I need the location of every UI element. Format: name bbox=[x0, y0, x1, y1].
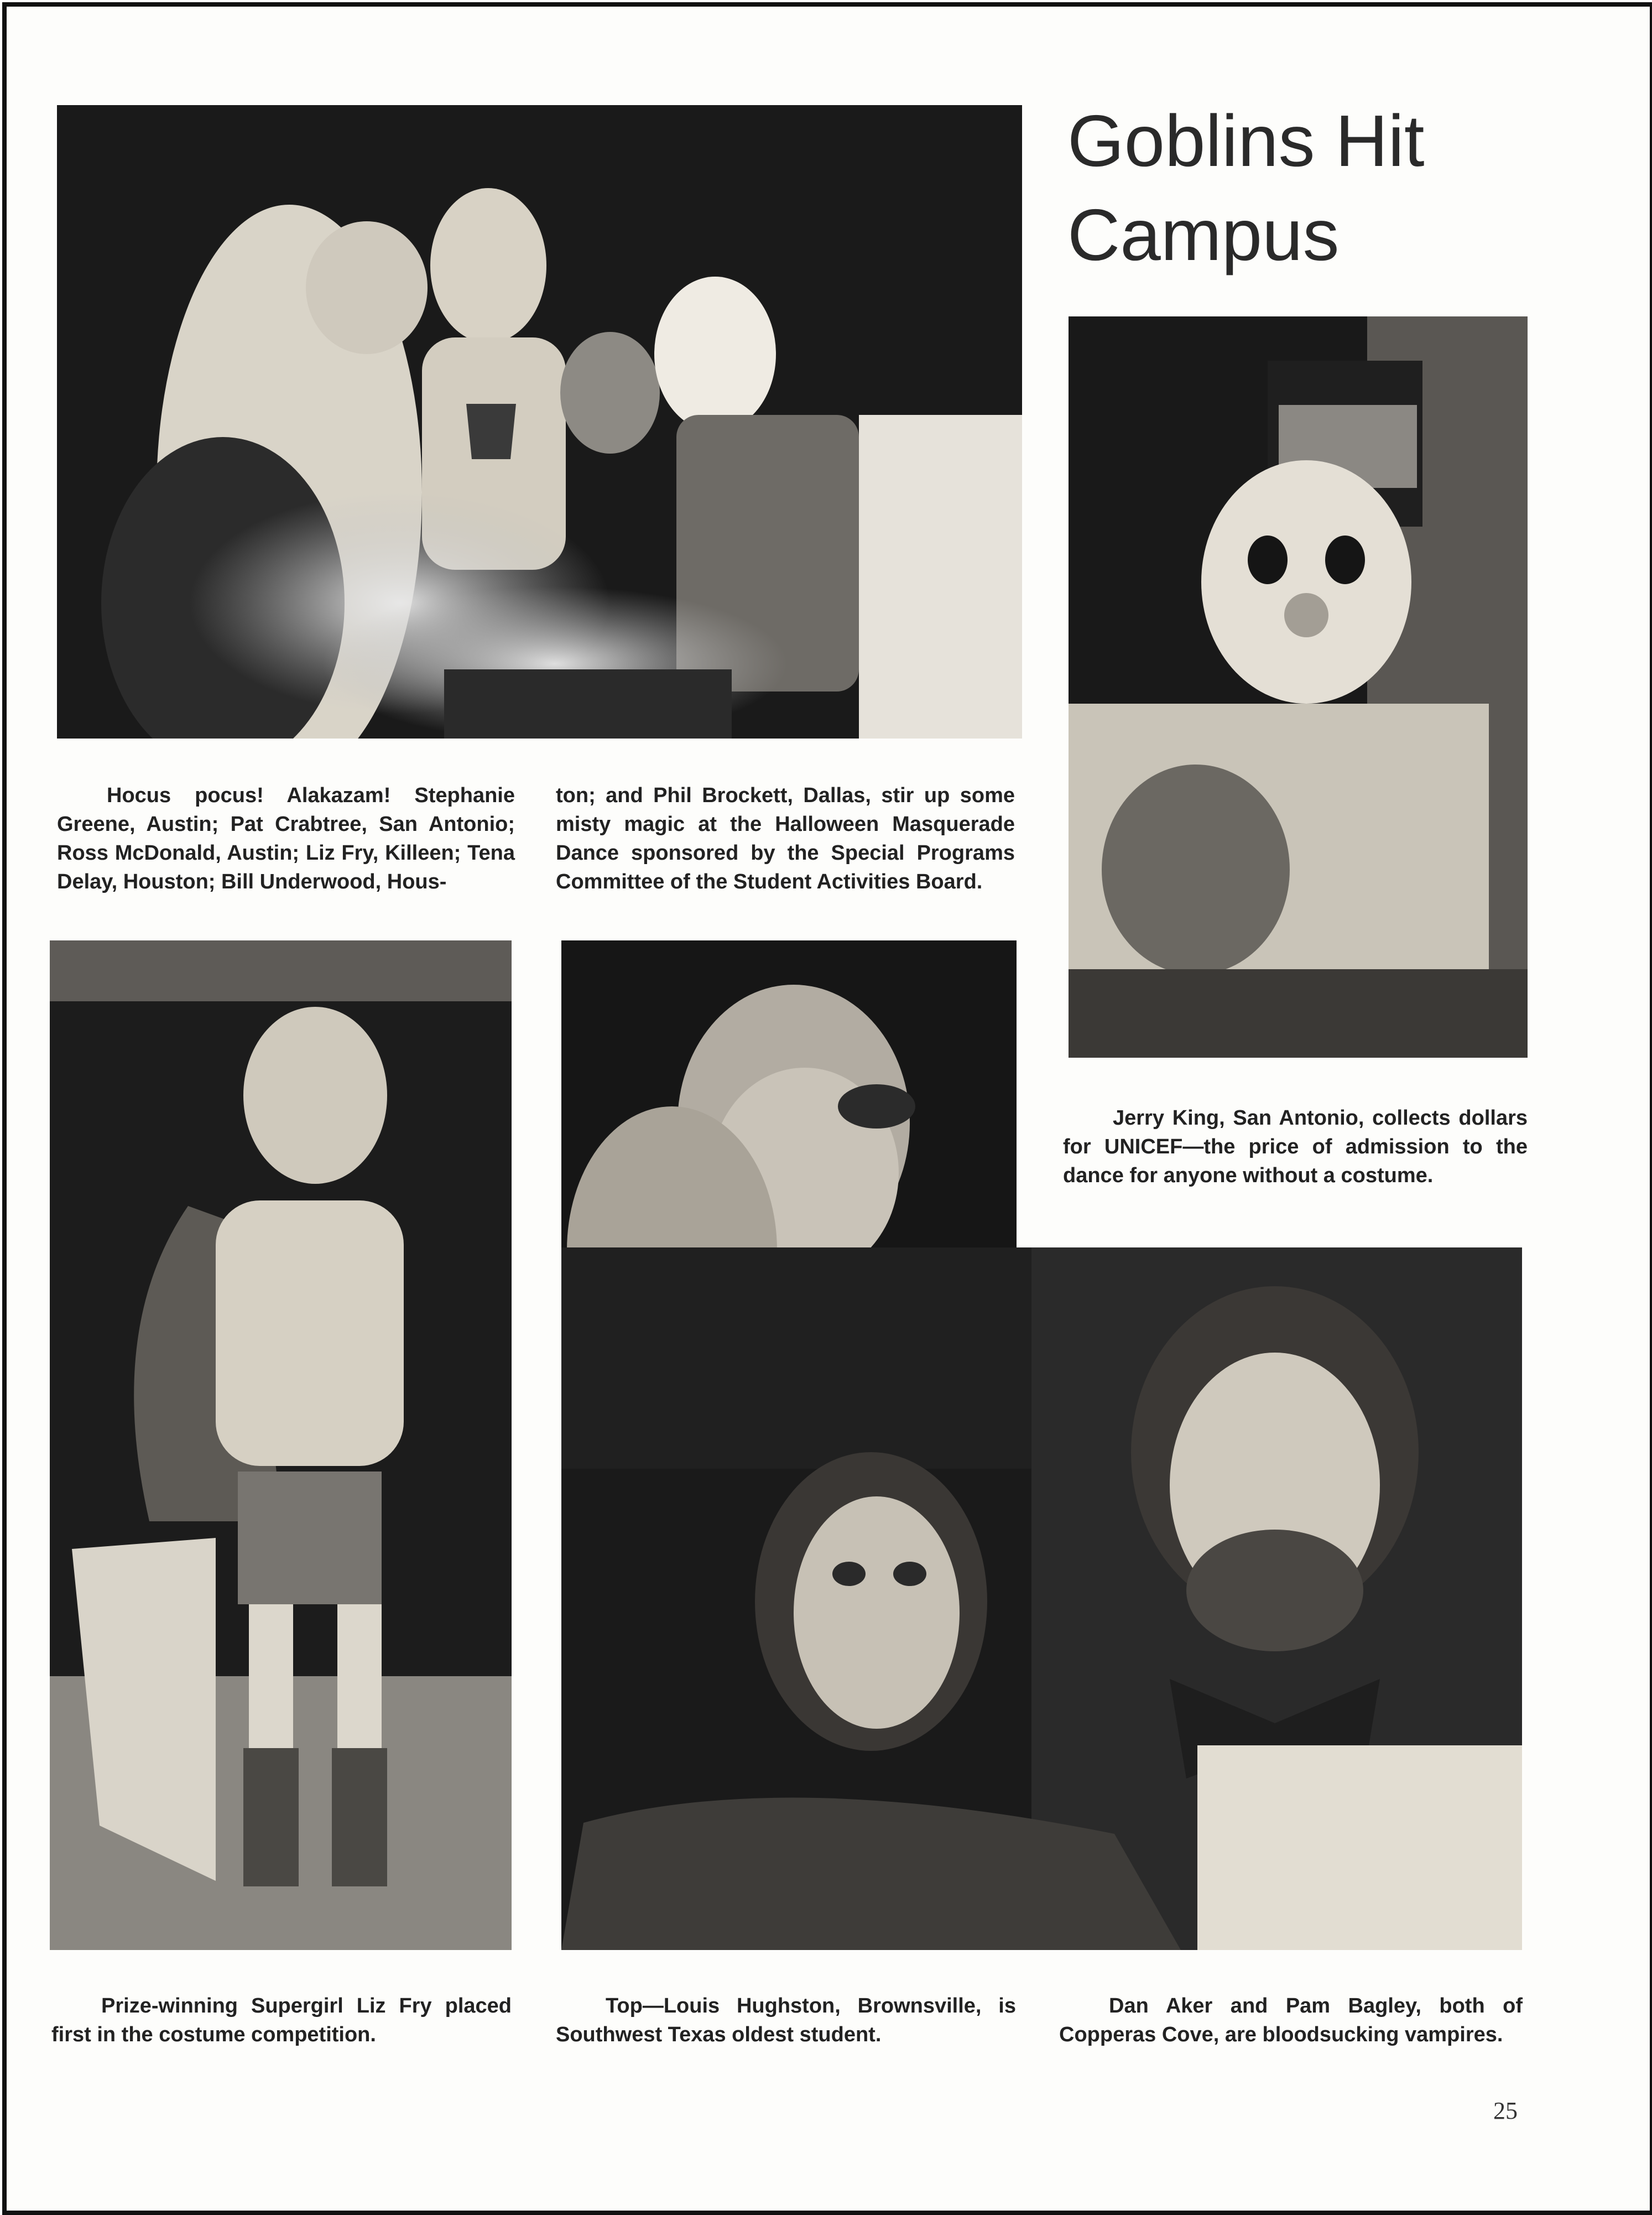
title-line-1: Goblins Hit bbox=[1067, 100, 1425, 181]
caption-unicef: Jerry King, San Antonio, collects dollars for UNICEF—the price of admission to the dance for anyone without a costume. bbox=[1063, 1106, 1528, 1187]
caption-cauldron-part-2: ton; and Phil Brockett, Dallas, stir up some misty magic at the Halloween Masquerade Dance sponsored by the Special Programs Committee of the Student Activities Board. bbox=[556, 784, 1015, 893]
page-number: 25 bbox=[1493, 2097, 1518, 2124]
photo-cauldron-group bbox=[57, 105, 1022, 739]
caption-vampires: Dan Aker and Pam Bagley, both of Copperas Cove, are bloodsucking vampires. bbox=[1059, 1994, 1523, 2046]
page-title bbox=[1067, 94, 1593, 282]
photo-top-hat-mask bbox=[1069, 316, 1528, 1058]
caption-supergirl: Prize-winning Supergirl Liz Fry placed first in the costume competition. bbox=[51, 1994, 512, 2046]
photo-vampires bbox=[561, 1247, 1522, 1950]
caption-cauldron-part-1: Hocus pocus! Alakazam! Stephanie Greene, Austin; Pat Crabtree, San Antonio; Ross McDonald, Austin; Liz Fry, Killeen; Tena Delay, Houston; Bill Underwood, Hous- bbox=[57, 784, 515, 893]
title-line-2: Campus bbox=[1067, 194, 1340, 275]
caption-oldest-student: Top—Louis Hughston, Brownsville, is Southwest Texas oldest student. bbox=[556, 1994, 1016, 2046]
photo-supergirl bbox=[50, 940, 512, 1950]
